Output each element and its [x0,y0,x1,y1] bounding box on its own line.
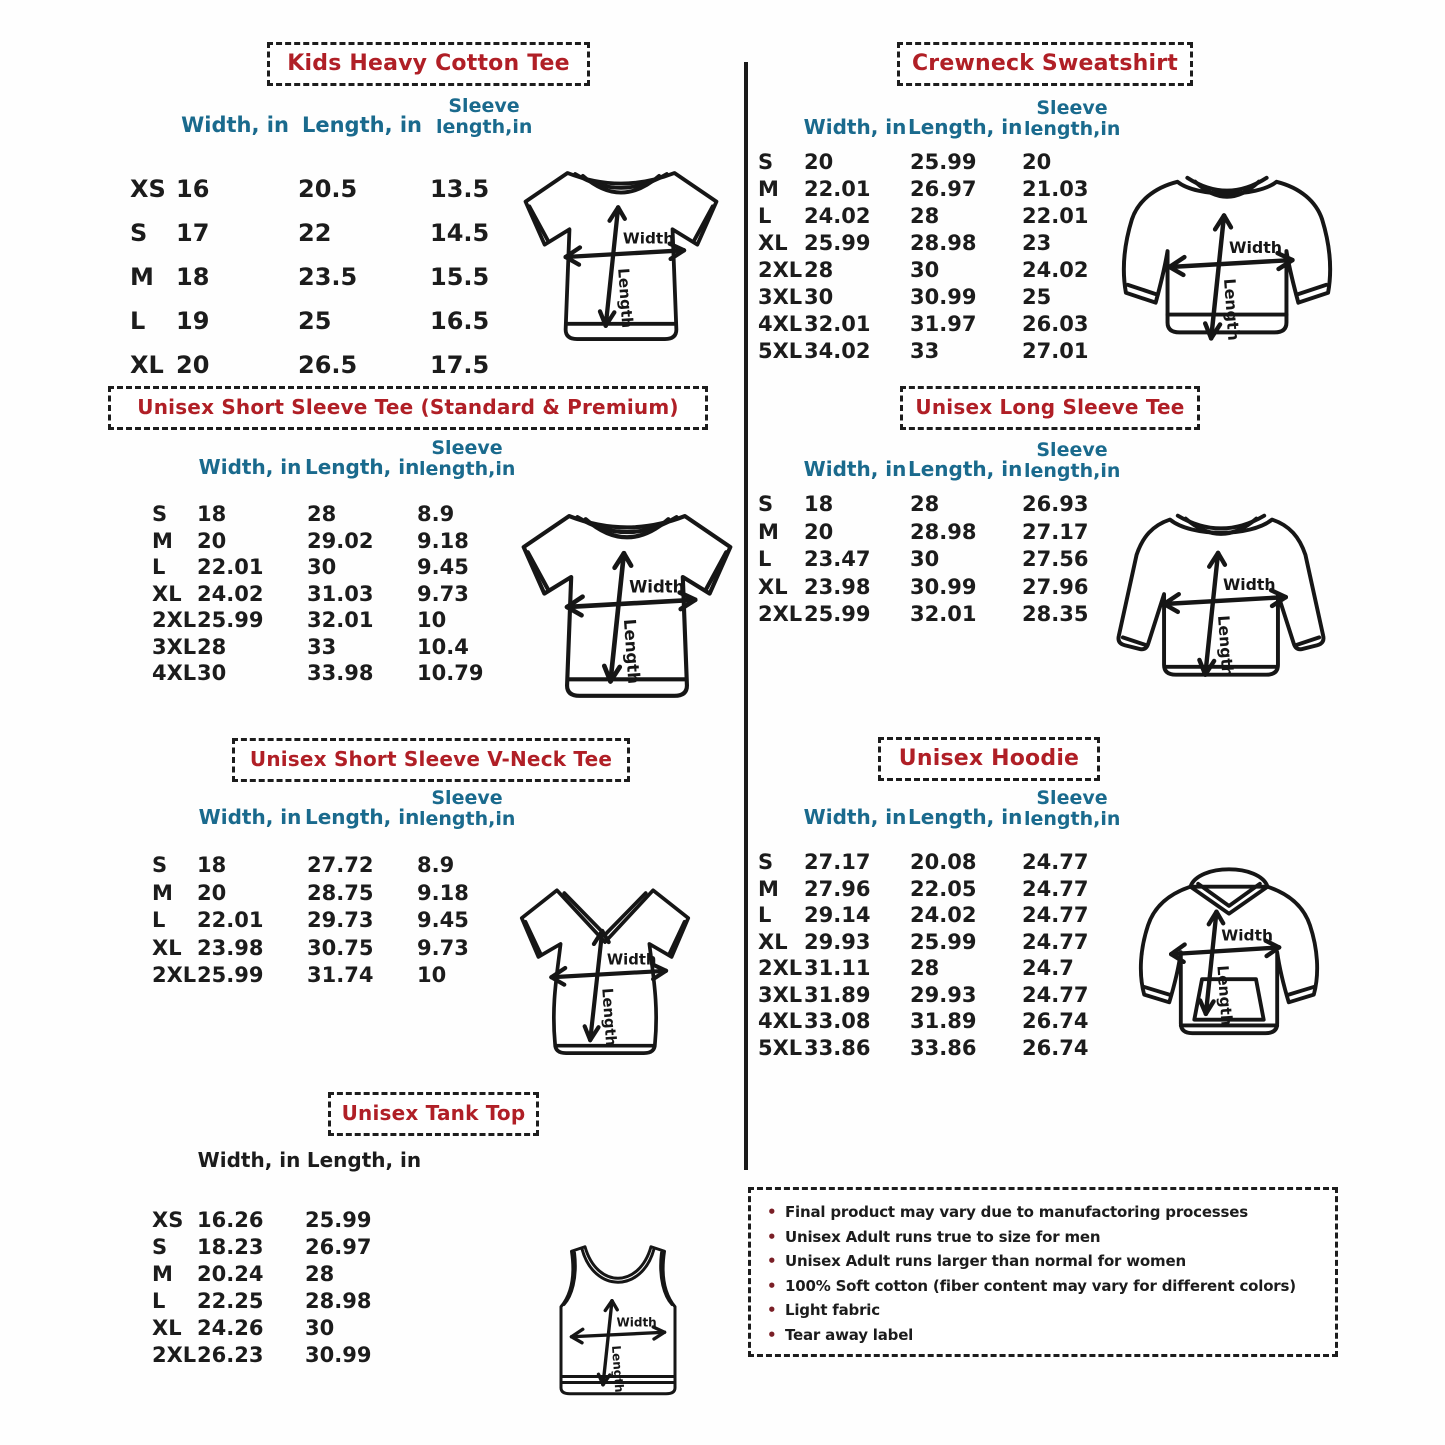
kids-tee-size-row [128,299,540,343]
header-sleeve-length: Sleeve length,in [1024,97,1121,140]
short-sleeve-tee-size-row-size: XL [152,581,182,606]
short-sleeve-tee-size-row-width: 20 [197,528,227,553]
vneck-tee-size-row-length: 31.74 [307,963,374,988]
vneck-tee-size-row-size: S [152,853,168,878]
hoodie-size-row-size: XL [758,929,788,954]
header-length: Length, in [305,805,420,830]
vneck-tee-size-row [150,880,519,908]
crewneck-table-header [756,98,1124,139]
crewneck-size-row [756,257,1124,284]
hoodie-size-row-size: S [758,850,774,875]
crewneck-size-row-size: 3XL [758,285,803,310]
hoodie-size-row-size: M [758,876,779,901]
vneck-tee-size-row-sleeve: 9.73 [417,935,469,960]
hoodie-size-row-length: 33.86 [910,1035,977,1060]
vneck-tee-size-row-length: 27.72 [307,853,374,878]
kids-tee-size-row-length: 23.5 [298,263,358,292]
hoodie-size-row-width: 31.11 [804,956,871,981]
crewneck-size-row-width: 34.02 [804,339,871,364]
long-sleeve-tee-size-row-sleeve: 27.96 [1022,574,1089,599]
long-sleeve-tee-size-row-length: 28 [910,492,940,517]
hoodie-size-row-sleeve: 24.77 [1022,982,1089,1007]
kids-tee-size-row-size: M [130,263,154,292]
crewneck-size-row-width: 24.02 [804,204,871,229]
vneck-tee-size-row-length: 29.73 [307,908,374,933]
long-sleeve-tee-size-row [756,546,1124,574]
long-sleeve-tee-size-row-length: 28.98 [910,519,977,544]
kids-tee-size-row [128,255,540,299]
tank-top-size-table [150,1148,425,1369]
length-label: Length [1213,964,1236,1027]
hoodie-size-row [756,955,1124,982]
tank-top-size-row-width: 20.24 [197,1262,264,1286]
short-sleeve-tee-size-row-width: 24.02 [197,581,264,606]
crewneck-size-row [756,176,1124,203]
vneck-tee-size-row-sleeve: 10 [417,963,447,988]
short-sleeve-tee-size-row-width: 22.01 [197,555,264,580]
header-width: Width, in [803,805,907,830]
kids-tee-size-row-sleeve: 13.5 [430,175,490,204]
hoodie-size-row [756,902,1124,929]
short-sleeve-tee-size-row-length: 32.01 [307,608,374,633]
tank-top-size-row-length: 26.97 [305,1235,372,1259]
short-sleeve-tee-size-row-length: 33 [307,634,337,659]
hoodie-size-row-length: 31.89 [910,1009,977,1034]
crewneck-size-row-length: 31.97 [910,312,977,337]
tank-top-size-row-width: 18.23 [197,1235,264,1259]
vneck-tee-size-row-length: 30.75 [307,935,374,960]
width-label: Width [629,577,685,597]
kids-tee-size-row [128,343,540,387]
kids-tee-size-row [128,211,540,255]
length-label: Length [1214,614,1238,678]
tank-top-size-row-width: 26.23 [197,1343,264,1367]
hoodie-size-row-size: 5XL [758,1035,803,1060]
crewneck-size-row-size: L [758,204,772,229]
tank-top-size-row [150,1234,425,1261]
kids-tee-size-row-sleeve: 14.5 [430,219,490,248]
width-label: Width [1221,926,1273,945]
short-sleeve-tee-size-row-length: 29.02 [307,528,374,553]
header-width: Width, in [198,455,302,480]
vneck-tee-size-row-sleeve: 8.9 [417,853,455,878]
vneck-tee-size-row-sleeve: 9.45 [417,908,469,933]
long-sleeve-tee-size-row-length: 30 [910,547,940,572]
kids-tee-table-header [128,96,540,137]
header-length: Length, in [306,1148,422,1172]
hoodie-size-row-width: 27.17 [804,850,871,875]
tank-top-size-row [150,1207,425,1234]
kids-tee-size-row-length: 26.5 [298,351,358,380]
crewneck-size-row-sleeve: 20 [1022,150,1052,175]
crewneck-size-row-sleeve: 23 [1022,231,1052,256]
crewneck-size-row-size: 2XL [758,258,803,283]
long-sleeve-tee-size-row-size: XL [758,574,788,599]
vneck-tee-size-row-width: 20 [197,880,227,905]
tank-top-size-row-size: S [152,1235,168,1259]
hoodie-illustration [1112,852,1346,1064]
length-label: Length [609,1344,627,1394]
crewneck-size-row-sleeve: 27.01 [1022,339,1089,364]
long-sleeve-tee-size-row-size: S [758,492,774,517]
hoodie-size-row-length: 25.99 [910,929,977,954]
long-sleeve-tee-size-row [756,519,1124,547]
short-sleeve-tee-size-row-size: 2XL [152,608,197,633]
note-item-text: • Unisex Adult runs true to size for men [785,1227,1101,1246]
hoodie-size-row-width: 29.93 [804,929,871,954]
header-length: Length, in [908,457,1023,482]
hoodie-table-header [756,788,1124,829]
tank-top-size-row-length: 25.99 [305,1208,372,1232]
long-sleeve-tee-size-row [756,491,1124,519]
short-sleeve-tee-size-row-width: 30 [197,661,227,686]
long-sleeve-tee-size-row-sleeve: 26.93 [1022,492,1089,517]
crewneck-size-row-sleeve: 25 [1022,285,1052,310]
short-sleeve-tee-size-row-sleeve: 8.9 [417,502,455,527]
short-sleeve-tee-size-row-width: 25.99 [197,608,264,633]
header-width: Width, in [803,457,907,482]
long-sleeve-tee-size-row-width: 23.47 [804,547,871,572]
short-sleeve-tee-size-row-size: M [152,528,173,553]
tank-top-size-row-size: L [152,1289,166,1313]
header-width: Width, in [198,805,302,830]
crewneck-size-row-width: 30 [804,285,834,310]
crewneck-size-row-size: XL [758,231,788,256]
long-sleeve-tee-size-row-size: 2XL [758,602,803,627]
note-item-text: • 100% Soft cotton (fiber content may vary for different colors) [785,1276,1296,1295]
kids-tee-size-row-width: 16 [176,175,210,204]
tank-top-size-row-size: XL [152,1316,182,1340]
title-unisex-hoodie: Unisex Hoodie [878,737,1100,781]
short-sleeve-tee-size-row-sleeve: 9.45 [417,555,469,580]
tank-top-illustration [528,1202,708,1440]
kids-tee-size-row-size: XL [130,351,164,380]
kids-tee-size-row-width: 20 [176,351,210,380]
tank-top-size-row-length: 28 [305,1262,335,1286]
header-width: Width, in [181,113,289,138]
crewneck-size-row-sleeve: 22.01 [1022,204,1089,229]
kids-tee-size-row [128,167,540,211]
hoodie-size-row-width: 33.08 [804,1009,871,1034]
tank-top-size-row [150,1288,425,1315]
vneck-tee-size-table [150,788,519,990]
hoodie-size-row-size: 2XL [758,956,803,981]
long-sleeve-tee-table-header [756,440,1124,481]
hoodie-size-row [756,982,1124,1009]
hoodie-size-row-sleeve: 26.74 [1022,1009,1089,1034]
long-sleeve-tee-size-row-sleeve: 28.35 [1022,602,1089,627]
crewneck-size-row-size: 5XL [758,339,803,364]
tank-top-size-row [150,1261,425,1288]
long-sleeve-tee-size-row-sleeve: 27.56 [1022,547,1089,572]
short-sleeve-tee-size-row-size: 3XL [152,634,197,659]
crewneck-size-row-sleeve: 24.02 [1022,258,1089,283]
hoodie-size-row-sleeve: 24.77 [1022,876,1089,901]
kids-tee-size-row-size: L [130,307,146,336]
tank-top-size-row-size: 2XL [152,1343,197,1367]
header-sleeve-length: Sleeve length,in [1024,439,1121,482]
hoodie-size-row-length: 24.02 [910,903,977,928]
kids-tee-size-row-sleeve: 16.5 [430,307,490,336]
header-sleeve-length: Sleeve length,in [419,437,516,480]
long-sleeve-tee-illustration [1093,496,1349,712]
crewneck-size-row-length: 25.99 [910,150,977,175]
crewneck-illustration [1096,158,1358,376]
width-label: Width [616,1315,657,1330]
long-sleeve-tee-size-row-length: 32.01 [910,602,977,627]
crewneck-size-row-length: 30 [910,258,940,283]
vneck-tee-size-row-size: L [152,908,166,933]
crewneck-size-row-width: 25.99 [804,231,871,256]
hoodie-size-row [756,876,1124,903]
width-label: Width [1228,238,1283,258]
long-sleeve-tee-size-row-width: 18 [804,492,834,517]
note-item [765,1249,1321,1274]
kids-tee-size-row-size: S [130,219,148,248]
tank-top-size-row-length: 30.99 [305,1343,372,1367]
hoodie-size-row-size: L [758,903,772,928]
title-unisex-long-sleeve-tee: Unisex Long Sleeve Tee [900,386,1200,430]
crewneck-size-row-length: 28 [910,204,940,229]
vneck-tee-size-row-length: 28.75 [307,880,374,905]
kids-tee-size-row-sleeve: 17.5 [430,351,490,380]
tank-top-size-row-size: XS [152,1208,184,1232]
hoodie-size-row-width: 29.14 [804,903,871,928]
length-label: Length [619,618,644,685]
hoodie-size-row [756,929,1124,956]
short-sleeve-tee-size-row-length: 28 [307,502,337,527]
hoodie-size-row [756,1008,1124,1035]
tank-top-table-header [150,1148,425,1172]
length-label: Length [1220,277,1244,342]
title-unisex-short-sleeve-tee: Unisex Short Sleeve Tee (Standard & Premium) [108,386,708,430]
crewneck-size-row-length: 30.99 [910,285,977,310]
short-sleeve-tee-size-row-size: L [152,555,166,580]
hoodie-size-row-sleeve: 24.77 [1022,903,1089,928]
crewneck-size-row-width: 32.01 [804,312,871,337]
width-label: Width [622,229,675,248]
long-sleeve-tee-size-row-length: 30.99 [910,574,977,599]
short-sleeve-tee-size-row-size: 4XL [152,661,197,686]
hoodie-size-row-width: 31.89 [804,982,871,1007]
short-sleeve-tee-size-row-length: 30 [307,555,337,580]
kids-tee-illustration [496,152,746,362]
tank-top-size-row [150,1342,425,1369]
kids-tee-size-row-length: 22 [298,219,332,248]
crewneck-size-table [756,98,1124,365]
hoodie-size-row-size: 3XL [758,982,803,1007]
vneck-tee-size-row-size: XL [152,935,182,960]
tank-top-size-row-size: M [152,1262,173,1286]
hoodie-size-row [756,1035,1124,1062]
short-sleeve-tee-size-row [150,554,519,581]
note-item [765,1225,1321,1250]
tank-top-size-row-length: 30 [305,1316,335,1340]
long-sleeve-tee-size-row-size: M [758,519,779,544]
vneck-tee-size-row [150,962,519,990]
short-sleeve-tee-table-header [150,438,519,479]
hoodie-size-row-length: 29.93 [910,982,977,1007]
width-label: Width [606,951,657,969]
product-notes [748,1187,1338,1357]
crewneck-size-row [756,149,1124,176]
title-unisex-vneck-tee: Unisex Short Sleeve V-Neck Tee [232,738,630,782]
short-sleeve-tee-size-row [150,581,519,608]
hoodie-size-row-sleeve: 24.77 [1022,850,1089,875]
kids-tee-size-row-size: XS [130,175,166,204]
kids-tee-size-row-sleeve: 15.5 [430,263,490,292]
note-item [765,1200,1321,1225]
vneck-tee-illustration [494,848,716,1088]
short-sleeve-tee-size-row-sleeve: 9.18 [417,528,469,553]
hoodie-size-row-width: 33.86 [804,1035,871,1060]
crewneck-size-row [756,311,1124,338]
width-label: Width [1222,575,1276,595]
tank-top-size-row-width: 22.25 [197,1289,264,1313]
vneck-tee-size-row-width: 23.98 [197,935,264,960]
long-sleeve-tee-size-table [756,440,1124,629]
note-item-text: • Tear away label [785,1325,914,1344]
vneck-tee-size-row-size: 2XL [152,963,197,988]
vneck-tee-size-row-size: M [152,880,173,905]
crewneck-size-row-length: 26.97 [910,177,977,202]
kids-tee-size-row-width: 17 [176,219,210,248]
header-width: Width, in [197,1148,301,1172]
header-length: Length, in [305,455,420,480]
hoodie-size-row-length: 20.08 [910,850,977,875]
vneck-tee-size-row-width: 25.99 [197,963,264,988]
vneck-tee-size-row [150,907,519,935]
short-sleeve-tee-size-row-sleeve: 10.4 [417,634,469,659]
length-label: Length [598,987,620,1047]
crewneck-size-row-length: 33 [910,339,940,364]
short-sleeve-tee-size-row [150,660,519,687]
long-sleeve-tee-size-row-width: 25.99 [804,602,871,627]
long-sleeve-tee-size-row-width: 20 [804,519,834,544]
title-unisex-tank-top: Unisex Tank Top [328,1092,539,1136]
long-sleeve-tee-size-row-width: 23.98 [804,574,871,599]
crewneck-size-row-width: 22.01 [804,177,871,202]
title-kids-heavy-cotton-tee: Kids Heavy Cotton Tee [267,42,590,86]
short-sleeve-tee-size-row-sleeve: 10 [417,608,447,633]
kids-tee-size-row-length: 20.5 [298,175,358,204]
crewneck-size-row-width: 28 [804,258,834,283]
crewneck-size-row-sleeve: 26.03 [1022,312,1089,337]
hoodie-size-row-sleeve: 26.74 [1022,1035,1089,1060]
kids-tee-size-row-width: 19 [176,307,210,336]
title-crewneck-sweatshirt: Crewneck Sweatshirt [897,42,1193,86]
short-sleeve-tee-size-row-size: S [152,502,168,527]
note-item [765,1323,1321,1348]
short-sleeve-tee-size-row-length: 33.98 [307,661,374,686]
hoodie-size-row-width: 27.96 [804,876,871,901]
header-width: Width, in [803,115,907,140]
short-sleeve-tee-size-row [150,528,519,555]
vneck-tee-size-row-width: 18 [197,853,227,878]
kids-tee-size-row-length: 25 [298,307,332,336]
hoodie-size-row-length: 28 [910,956,940,981]
crewneck-size-row [756,203,1124,230]
header-sleeve-length: Sleeve length,in [436,95,533,138]
short-sleeve-tee-size-table [150,438,519,687]
tank-top-size-row-width: 16.26 [197,1208,264,1232]
header-length: Length, in [908,805,1023,830]
long-sleeve-tee-size-row [756,601,1124,629]
short-sleeve-tee-size-row-length: 31.03 [307,581,374,606]
kids-tee-size-row-width: 18 [176,263,210,292]
crewneck-size-row-size: 4XL [758,312,803,337]
short-sleeve-tee-size-row [150,634,519,661]
header-length: Length, in [908,115,1023,140]
length-label: Length [614,267,637,329]
hoodie-size-row-size: 4XL [758,1009,803,1034]
tank-top-size-row-length: 28.98 [305,1289,372,1313]
hoodie-size-row-sleeve: 24.77 [1022,929,1089,954]
note-item [765,1274,1321,1299]
short-sleeve-tee-illustration [503,492,751,722]
note-item-text: • Light fabric [785,1301,880,1319]
crewneck-size-row [756,284,1124,311]
crewneck-size-row-sleeve: 21.03 [1022,177,1089,202]
long-sleeve-tee-size-row-size: L [758,547,772,572]
short-sleeve-tee-size-row-sleeve: 9.73 [417,581,469,606]
header-sleeve-length: Sleeve length,in [1024,787,1121,830]
crewneck-size-row [756,230,1124,257]
short-sleeve-tee-size-row [150,607,519,634]
short-sleeve-tee-size-row [150,501,519,528]
note-item [765,1298,1321,1323]
tank-top-size-row [150,1315,425,1342]
header-sleeve-length: Sleeve length,in [419,787,516,830]
crewneck-size-row-width: 20 [804,150,834,175]
crewneck-size-row-length: 28.98 [910,231,977,256]
note-item-text: • Final product may vary due to manufactoring processes [785,1203,1248,1221]
vneck-tee-size-row-width: 22.01 [197,908,264,933]
crewneck-size-row [756,338,1124,365]
hoodie-size-row [756,849,1124,876]
crewneck-size-row-size: S [758,150,774,175]
vneck-tee-size-row [150,852,519,880]
short-sleeve-tee-size-row-width: 28 [197,634,227,659]
crewneck-size-row-size: M [758,177,779,202]
kids-tee-size-table [128,96,540,387]
note-item-text: • Unisex Adult runs larger than normal for women [785,1252,1186,1270]
hoodie-size-row-sleeve: 24.7 [1022,956,1074,981]
tank-top-size-row-width: 24.26 [197,1316,264,1340]
vneck-tee-table-header [150,788,519,829]
long-sleeve-tee-size-row [756,574,1124,602]
header-length: Length, in [301,113,423,138]
hoodie-size-table [756,788,1124,1061]
short-sleeve-tee-size-row-width: 18 [197,502,227,527]
vneck-tee-size-row [150,935,519,963]
hoodie-size-row-length: 22.05 [910,876,977,901]
long-sleeve-tee-size-row-sleeve: 27.17 [1022,519,1089,544]
short-sleeve-tee-size-row-sleeve: 10.79 [417,661,484,686]
vneck-tee-size-row-sleeve: 9.18 [417,880,469,905]
